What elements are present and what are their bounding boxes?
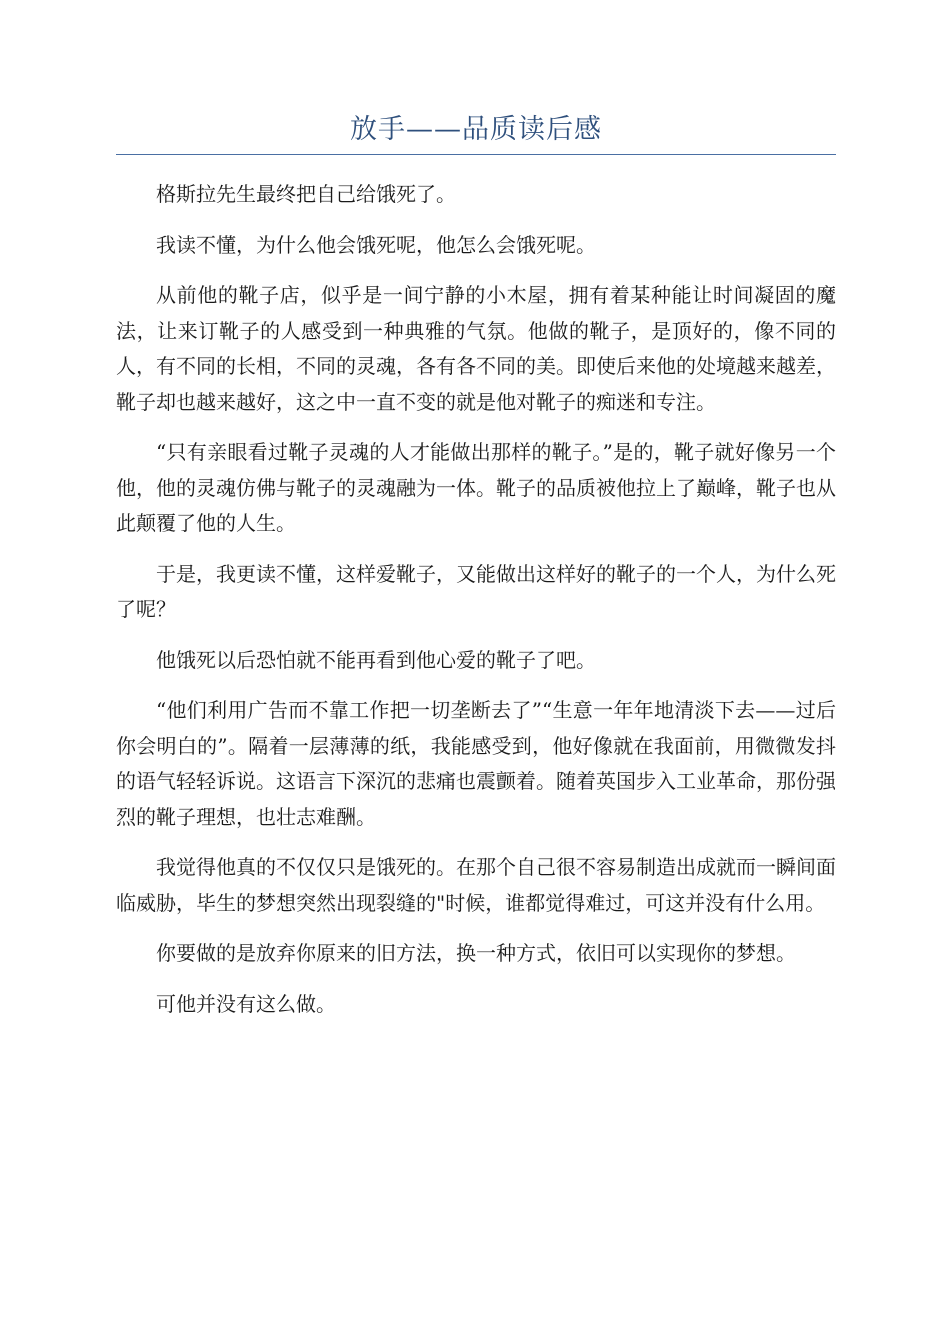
- paragraph: 我觉得他真的不仅仅只是饿死的。在那个自己很不容易制造出成就而一瞬间面临威胁，毕生的梦想突然出现裂缝的"时候，谁都觉得难过，可这并没有什么用。: [116, 855, 836, 915]
- paragraph: 可他并没有这么做。: [156, 991, 336, 1016]
- document-page: [116, 110, 836, 1037]
- paragraph: 从前他的靴子店，似乎是一间宁静的小木屋，拥有着某种能让时间凝固的魔法，让来订靴子的人感受到一种典雅的气氛。他做的靴子，是顶好的，像不同的人，有不同的长相，不同的灵魂，各有各不同的美。即使后来他的处境越来越差，靴子却也越来越好，这之中一直不变的就是他对靴子的痴迷和专注。: [116, 283, 836, 414]
- paragraph: 他饿死以后恐怕就不能再看到他心爱的靴子了吧。: [156, 647, 596, 672]
- paragraph: 我读不懂，为什么他会饿死呢，他怎么会饿死呢。: [156, 232, 596, 257]
- paragraph: 格斯拉先生最终把自己给饿死了。: [156, 182, 456, 206]
- document-title: 放手——品质读后感: [350, 114, 602, 145]
- paragraph: 于是，我更读不懂，这样爱靴子，又能做出这样好的靴子的一个人，为什么死了呢？: [116, 561, 836, 621]
- document-body: [116, 177, 836, 1022]
- title-underline: [116, 154, 836, 155]
- paragraph: “只有亲眼看过靴子灵魂的人才能做出那样的靴子。”是的，靴子就好像另一个他，他的灵魂仿佛与靴子的灵魂融为一体。靴子的品质被他拉上了巅峰，靴子也从此颠覆了他的人生。: [116, 440, 836, 535]
- paragraph: 你要做的是放弃你原来的旧方法，换一种方式，依旧可以实现你的梦想。: [156, 941, 796, 965]
- paragraph: “他们利用广告而不靠工作把一切垄断去了”“生意一年年地清淡下去——过后你会明白的”。隔着一层薄薄的纸，我能感受到，他好像就在我面前，用微微发抖的语气轻轻诉说。这语言下深沉的悲痛也震颤着。随着英国步入工业革命，那份强烈的靴子理想，也壮志难酬。: [116, 698, 836, 829]
